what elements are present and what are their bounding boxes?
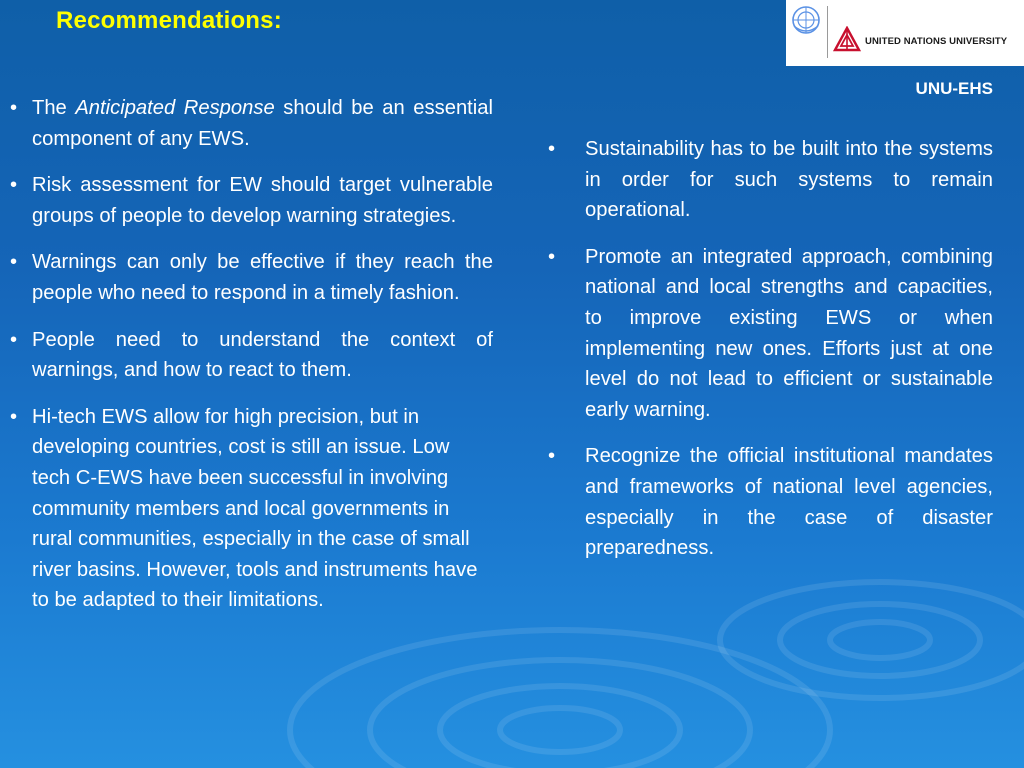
list-item: [544, 441, 993, 563]
bullet-text: Promote an integrated approach, combining national and local strengths and capacities, to improve existing EWS or when implementing new ones. Efforts just at one level do not lead to efficient or sustainable early warning.: [585, 245, 993, 421]
bullet-icon: •: [548, 445, 556, 468]
right-bullet-list: [544, 134, 993, 580]
slide-title: Recommendations:: [56, 7, 282, 34]
list-item: [10, 325, 493, 386]
bullet-icon: •: [10, 405, 18, 428]
bullet-text: Hi-tech EWS allow for high precision, but in developing countries, cost is still an issue. Low tech C-EWS have been successful in involving community members and local governments in rural communities, especially in the case of small river basins. However, tools and instruments have to be adapted to their limitations.: [32, 405, 478, 612]
list-item: [10, 402, 493, 616]
bullet-icon: •: [10, 328, 18, 351]
list-item: [544, 242, 993, 426]
bullet-text: People need to understand the context of warnings, and how to react to them.: [32, 328, 493, 382]
bullet-icon: •: [548, 245, 556, 268]
list-item: [10, 93, 493, 154]
bullet-text-emphasis: Anticipated Response: [75, 97, 275, 119]
bullet-icon: •: [10, 174, 18, 197]
bullet-text-pre: The: [32, 97, 76, 119]
bullet-text: Sustainability has to be built into the systems in order for such systems to remain operational.: [585, 138, 993, 222]
bullet-text-post: should be an essential component of any EWS.: [32, 97, 493, 150]
bullet-icon: •: [548, 138, 556, 160]
unu-mark-icon: [833, 26, 861, 54]
list-item: [544, 134, 993, 226]
list-item: [10, 247, 493, 308]
bullet-icon: •: [10, 97, 18, 119]
logo-divider: [827, 6, 828, 58]
institute-label: UNU-EHS: [915, 79, 993, 98]
bullet-text: Risk assessment for EW should target vulnerable groups of people to develop warning strategies.: [32, 174, 493, 227]
bullet-text: Recognize the official institutional mandates and frameworks of national level agencies, especially in the case of disaster preparedness.: [585, 445, 993, 560]
list-item: [10, 170, 493, 231]
bullet-icon: •: [10, 251, 18, 274]
unu-logo-text: UNITED NATIONS UNIVERSITY: [865, 36, 1008, 47]
left-bullet-list: [10, 93, 493, 632]
bullet-text: Warnings can only be effective if they reach the people who need to respond in a timely fashion.: [32, 251, 493, 304]
un-emblem-icon: [790, 4, 822, 36]
